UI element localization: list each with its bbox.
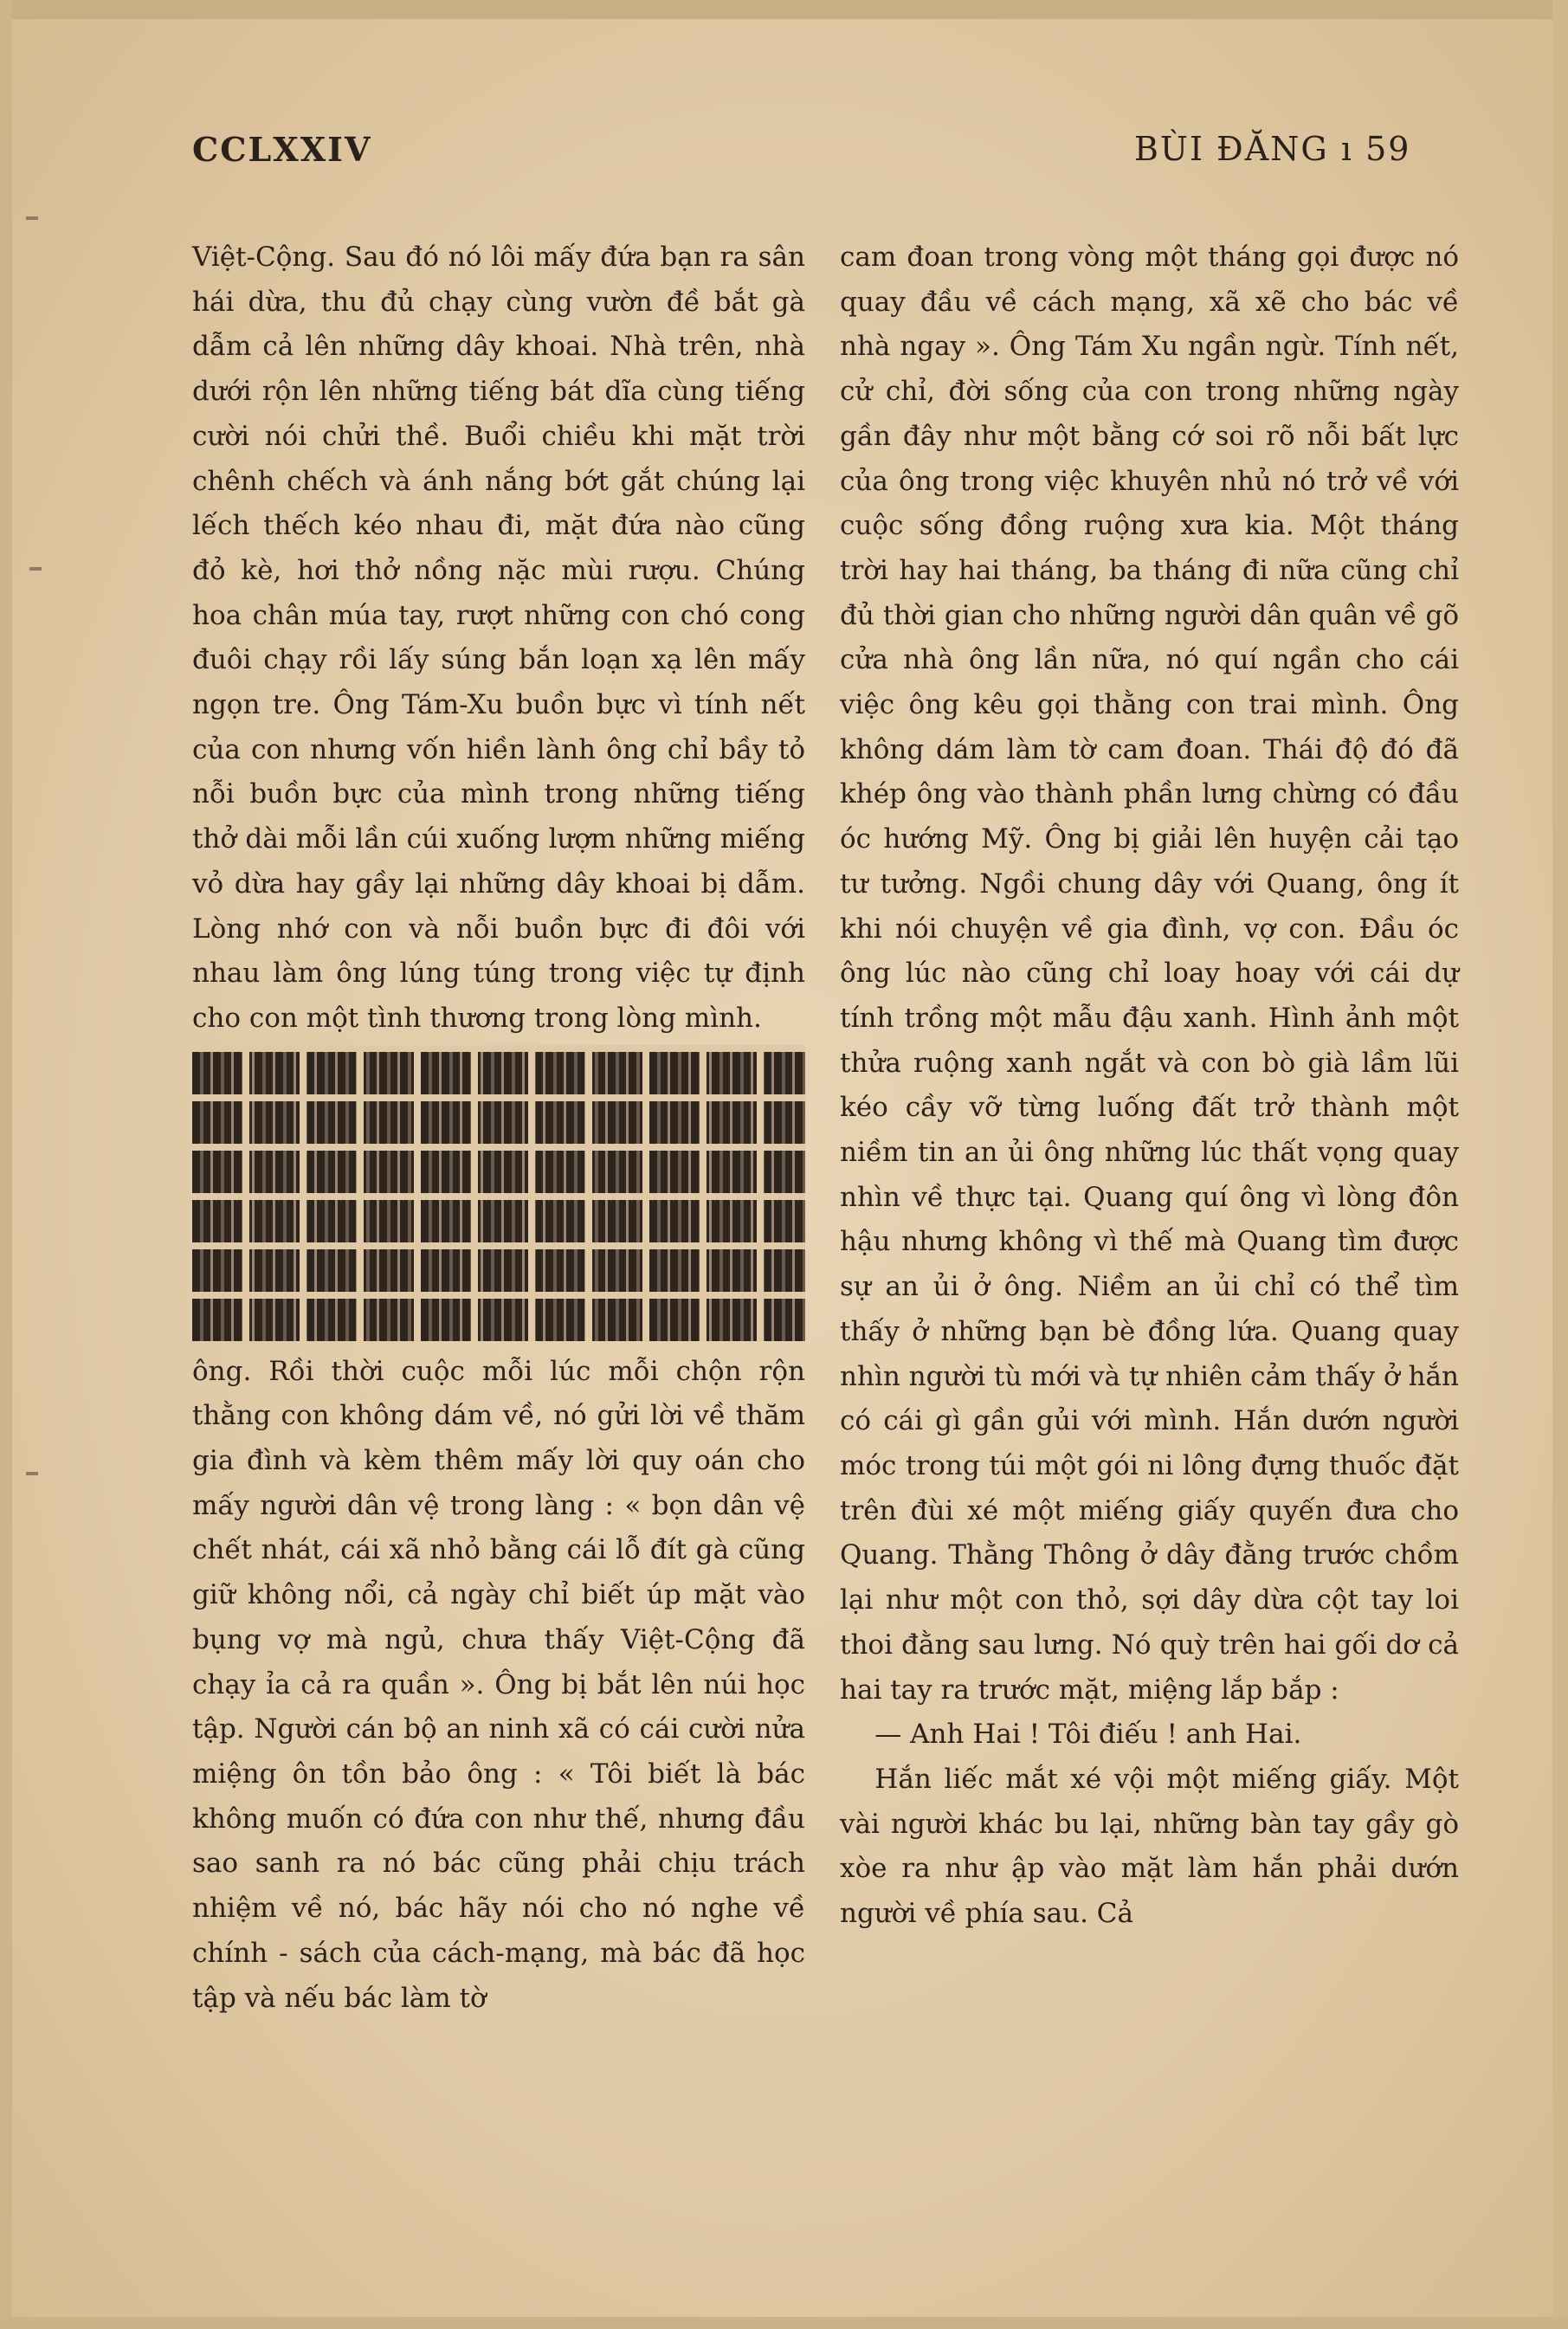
margin-mark	[26, 1472, 38, 1475]
right-paragraph-1: cam đoan trong vòng một tháng gọi được nó quay đầu về cách mạng, xã xẽ cho bác về nhà ngay ». Ông Tám Xu ngần ngừ. Tính nết, cử chỉ, đời sống của con trong những ngày gần đây như một bằng cớ soi rõ nỗi bất lực của ông trong việc khuyên nhủ nó trở về với cuộc sống đồng ruộng xưa kia. Một tháng trời hay hai tháng, ba tháng đi nữa cũng chỉ đủ thời gian cho những người dân quân về gõ cửa nhà ông lần nữa, nó quí ngần cho cái việc ông kêu gọi thằng con trai mình. Ông không dám làm tờ cam đoan. Thái độ đó đã khép ông vào thành phần lưng chừng có đầu óc hướng Mỹ. Ông bị giải lên huyện cải tạo tư tưởng. Ngồi chung dây với Quang, ông ít khi nói chuyện về gia đình, vợ con. Đầu óc ông lúc nào cũng chỉ loay hoay với cái dự tính trồng một mẫu đậu xanh. Hình ảnh một thửa ruộng xanh ngắt và con bò già lầm lũi kéo cầy vỡ từng luống đất trở thành một niềm tin an ủi ông những lúc thất vọng quay nhìn về thực tại. Quang quí ông vì lòng đôn hậu nhưng không vì thế mà Quang tìm được sự an ủi ở ông. Niềm an ủi chỉ có thể tìm thấy ở những bạn bè đồng lứa. Quang quay nhìn người tù mới và tự nhiên cảm thấy ở hắn có cái gì gần gủi với mình. Hắn dướn người móc trong túi một gói ni lông đựng thuốc đặt trên đùi xé một miếng giấy quyến đưa cho Quang. Thằng Thông ở dây đằng trước chồm lại như một con thỏ, sợi dây dừa cột tay loi thoi đằng sau lưng. Nó quỳ trên hai gối dơ cả hai tay ra trước mặt, miệng lắp bắp :	[840, 242, 1459, 1706]
page-bottom-edge	[0, 2317, 1568, 2329]
author-page-number: BÙI ĐĂNG ı 59	[1134, 130, 1411, 168]
issue-number: CCLXXIV	[192, 130, 372, 169]
page-top-edge	[0, 0, 1568, 19]
margin-mark	[29, 567, 42, 571]
left-paragraph-1: Việt-Cộng. Sau đó nó lôi mấy đứa bạn ra sân hái dừa, thu đủ chạy cùng vườn đề bắt gà dẫm cả lên những dây khoai. Nhà trên, nhà dưới rộn lên những tiếng bát dĩa cùng tiếng cười nói chửi thề. Buổi chiều khi mặt trời chênh chếch và ánh nắng bớt gắt chúng lại lếch thếch kéo nhau đi, mặt đứa nào cũng đỏ kè, hơi thở nồng nặc mùi rượu. Chúng hoa chân múa tay, rượt những con chó cong đuôi chạy rồi lấy súng bắn loạn xạ lên mấy ngọn tre. Ông Tám-Xu buồn bực vì tính nết của con nhưng vốn hiền lành ông chỉ bầy tỏ nỗi buồn bực của mình trong những tiếng thở dài mỗi lần cúi xuống lượm những miếng vỏ dừa hay gầy lại những dây khoai bị dẫm. Lòng nhớ con và nỗi buồn bực đi đôi với nhau làm ông lúng túng trong việc tự định cho con một tình thương trong lòng mình.	[192, 242, 805, 1034]
margin-mark	[26, 216, 38, 220]
left-paragraph-2: ông. Rồi thời cuộc mỗi lúc mỗi chộn rộn thằng con không dám về, nó gửi lời về thăm gia đình và kèm thêm mấy lời quy oán cho mấy người dân vệ trong làng : « bọn dân vệ chết nhát, cái xã nhỏ bằng cái lỗ đít gà cũng giữ không nổi, cả ngày chỉ biết úp mặt vào bụng vợ mà ngủ, chưa thấy Việt-Cộng đã chạy ỉa cả ra quần ». Ông bị bắt lên núi học tập. Người cán bộ an ninh xã có cái cười nửa miệng ôn tồn bảo ông : « Tôi biết là bác không muốn có đứa con như thế, nhưng đầu sao sanh ra nó bác cũng phải chịu trách nhiệm về nó, bác hãy nói cho nó nghe về chính - sách của cách-mạng, mà bác đã học tập và nếu bác làm tờ	[192, 1355, 805, 2014]
right-paragraph-2: Hắn liếc mắt xé vội một miếng giấy. Một vài người khác bu lại, những bàn tay gầy gò xòe ra như ập vào mặt làm hắn phải dướn người về phía sau. Cả	[840, 1763, 1459, 1930]
page-left-edge	[0, 0, 12, 2329]
censored-block	[192, 1045, 805, 1341]
left-text-column	[192, 235, 805, 2021]
dialog-line: — Anh Hai ! Tôi điếu ! anh Hai.	[874, 1719, 1302, 1751]
right-text-column	[840, 235, 1459, 1937]
page-right-edge	[1552, 0, 1568, 2329]
